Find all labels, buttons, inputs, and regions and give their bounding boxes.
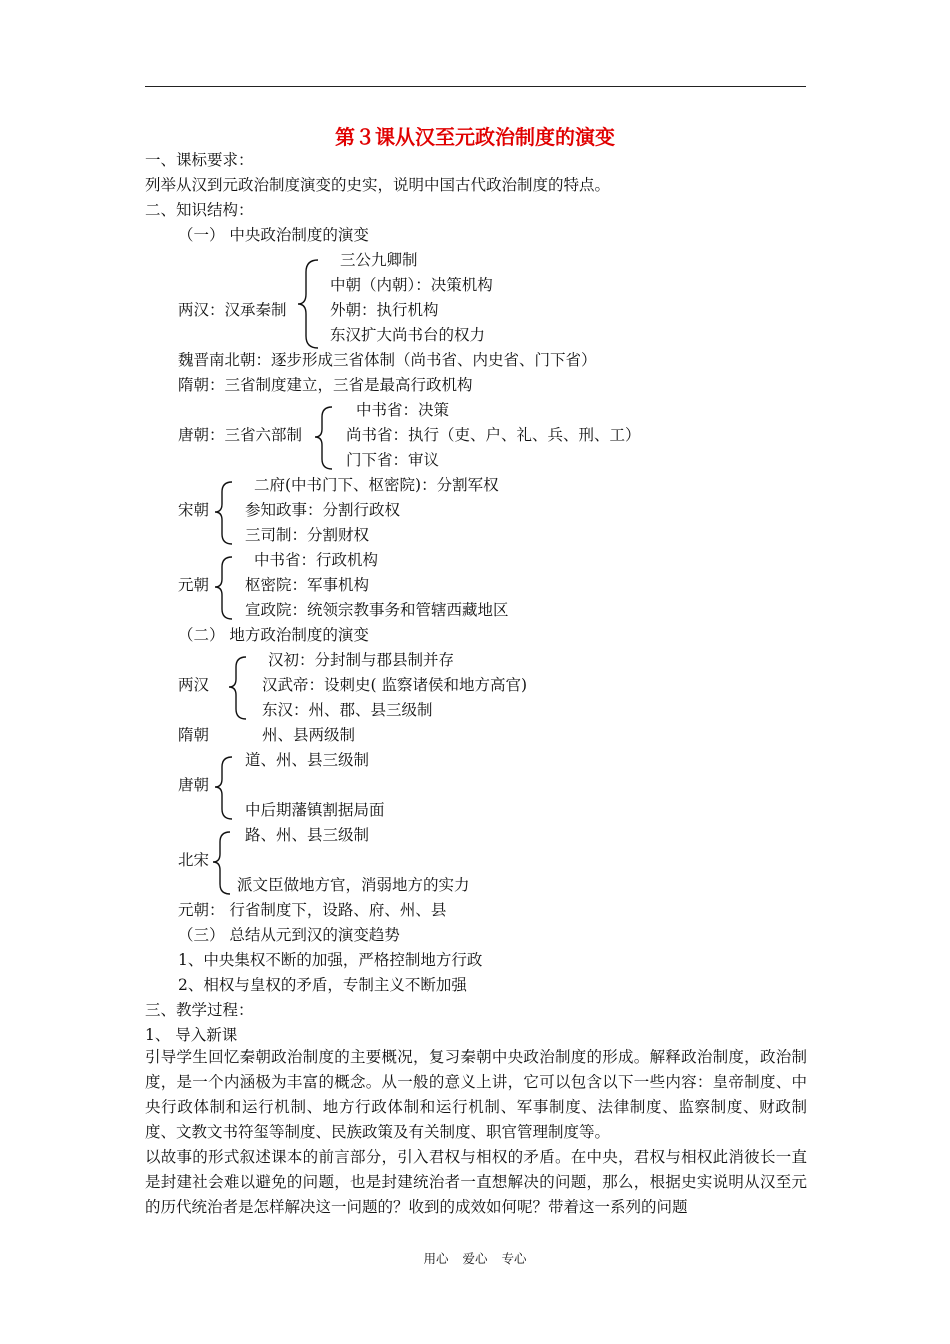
central-yuan-label: 元朝: [178, 576, 210, 594]
central-sui: 隋朝：三省制度建立，三省是最高行政机构: [178, 376, 473, 394]
local-tang-label: 唐朝: [178, 776, 210, 794]
central-tang-label: 唐朝：三省六部制: [178, 426, 303, 444]
local-song-label: 北宋: [178, 851, 210, 869]
summary-point: 1、中央集权不断的加强，严格控制地方行政: [178, 951, 483, 969]
central-han-label: 两汉：汉承秦制: [178, 301, 287, 319]
central-tang-item: 中书省：决策: [356, 401, 450, 419]
teaching-subheading: 1、 导入新课: [145, 1026, 238, 1044]
local-song-brace: [210, 830, 236, 896]
central-heading: （一） 中央政治制度的演变: [178, 226, 369, 244]
local-tang-item: 道、州、县三级制: [245, 751, 370, 769]
central-tang-item: 尚书省：执行（吏、户、礼、兵、刑、工）: [346, 426, 641, 444]
local-han-item: 汉初：分封制与郡县制并存: [268, 651, 455, 669]
section-heading-structure: 二、知识结构：: [145, 201, 254, 219]
central-song-item: 二府(中书门下、枢密院)：分割军权: [254, 476, 499, 494]
central-song-item: 参知政事：分割行政权: [245, 501, 401, 519]
central-yuan-item: 中书省：行政机构: [254, 551, 379, 569]
section-heading-standards: 一、课标要求：: [145, 151, 254, 169]
central-yuan-item: 枢密院：军事机构: [245, 576, 370, 594]
central-han-brace: [296, 258, 324, 350]
central-han-item: 三公九卿制: [340, 251, 418, 269]
page-title: 第３课从汉至元政治制度的演变: [335, 125, 615, 149]
central-han-item: 东汉扩大尚书台的权力: [330, 326, 486, 344]
local-sui-text: 州、县两级制: [262, 726, 356, 744]
page-footer: 用心 爱心 专心: [423, 1251, 527, 1266]
central-song-item: 三司制：分割财权: [245, 526, 370, 544]
body-paragraph: 以故事的形式叙述课本的前言部分，引入君权与相权的矛盾。在中央，君权与相权此消彼长一直是封建社会难以避免的问题，也是封建统治者一直想解决的问题，那么，根据史实说明从汉至元的历代统治者是怎样解决这一问题的？收到的成效如何呢？带着这一系列的问题: [145, 1148, 807, 1216]
central-song-brace: [212, 480, 238, 546]
summary-heading: （三） 总结从元到汉的演变趋势: [178, 926, 400, 944]
local-song-item: 派文臣做地方官，消弱地方的实力: [237, 876, 470, 894]
central-song-label: 宋朝: [178, 501, 210, 519]
local-han-item: 汉武帝：设刺史( 监察诸侯和地方高官): [262, 676, 528, 694]
summary-point: 2、相权与皇权的矛盾，专制主义不断加强: [178, 976, 467, 994]
local-sui-label: 隋朝: [178, 726, 210, 744]
header-rule: [145, 86, 806, 87]
central-han-item: 中朝（内朝）：决策机构: [330, 276, 493, 294]
central-tang-brace: [312, 405, 338, 471]
central-han-item: 外朝：执行机构: [330, 301, 439, 319]
central-yuan-brace: [212, 555, 238, 621]
standards-text: 列举从汉到元政治制度演变的史实，说明中国古代政治制度的特点。: [145, 176, 611, 194]
section-heading-teaching: 三、教学过程：: [145, 1001, 254, 1019]
central-yuan-item: 宣政院：统领宗教事务和管辖西藏地区: [245, 601, 509, 619]
local-tang-brace: [212, 755, 238, 821]
local-yuan: 元朝： 行省制度下，设路、府、州、县: [178, 901, 447, 919]
local-han-item: 东汉：州、郡、县三级制: [262, 701, 433, 719]
local-heading: （二） 地方政治制度的演变: [178, 626, 369, 644]
central-tang-item: 门下省：审议: [346, 451, 440, 469]
local-tang-item: 中后期藩镇割据局面: [245, 801, 385, 819]
body-paragraph: 引导学生回忆秦朝政治制度的主要概况，复习秦朝中央政治制度的形成。解释政治制度，政治制度，是一个内涵极为丰富的概念。从一般的意义上讲，它可以包含以下一些内容：皇帝制度、中央行政体制和运行机制、地方行政体制和运行机制、军事制度、法律制度、监察制度、财政制度、文教文书符玺等制度、民族政策及有关制度、职官管理制度等。: [145, 1048, 807, 1141]
central-wei-jin: 魏晋南北朝：逐步形成三省体制（尚书省、内史省、门下省）: [178, 351, 597, 369]
local-han-brace: [226, 655, 252, 721]
local-han-label: 两汉: [178, 676, 210, 694]
local-song-item: 路、州、县三级制: [245, 826, 370, 844]
